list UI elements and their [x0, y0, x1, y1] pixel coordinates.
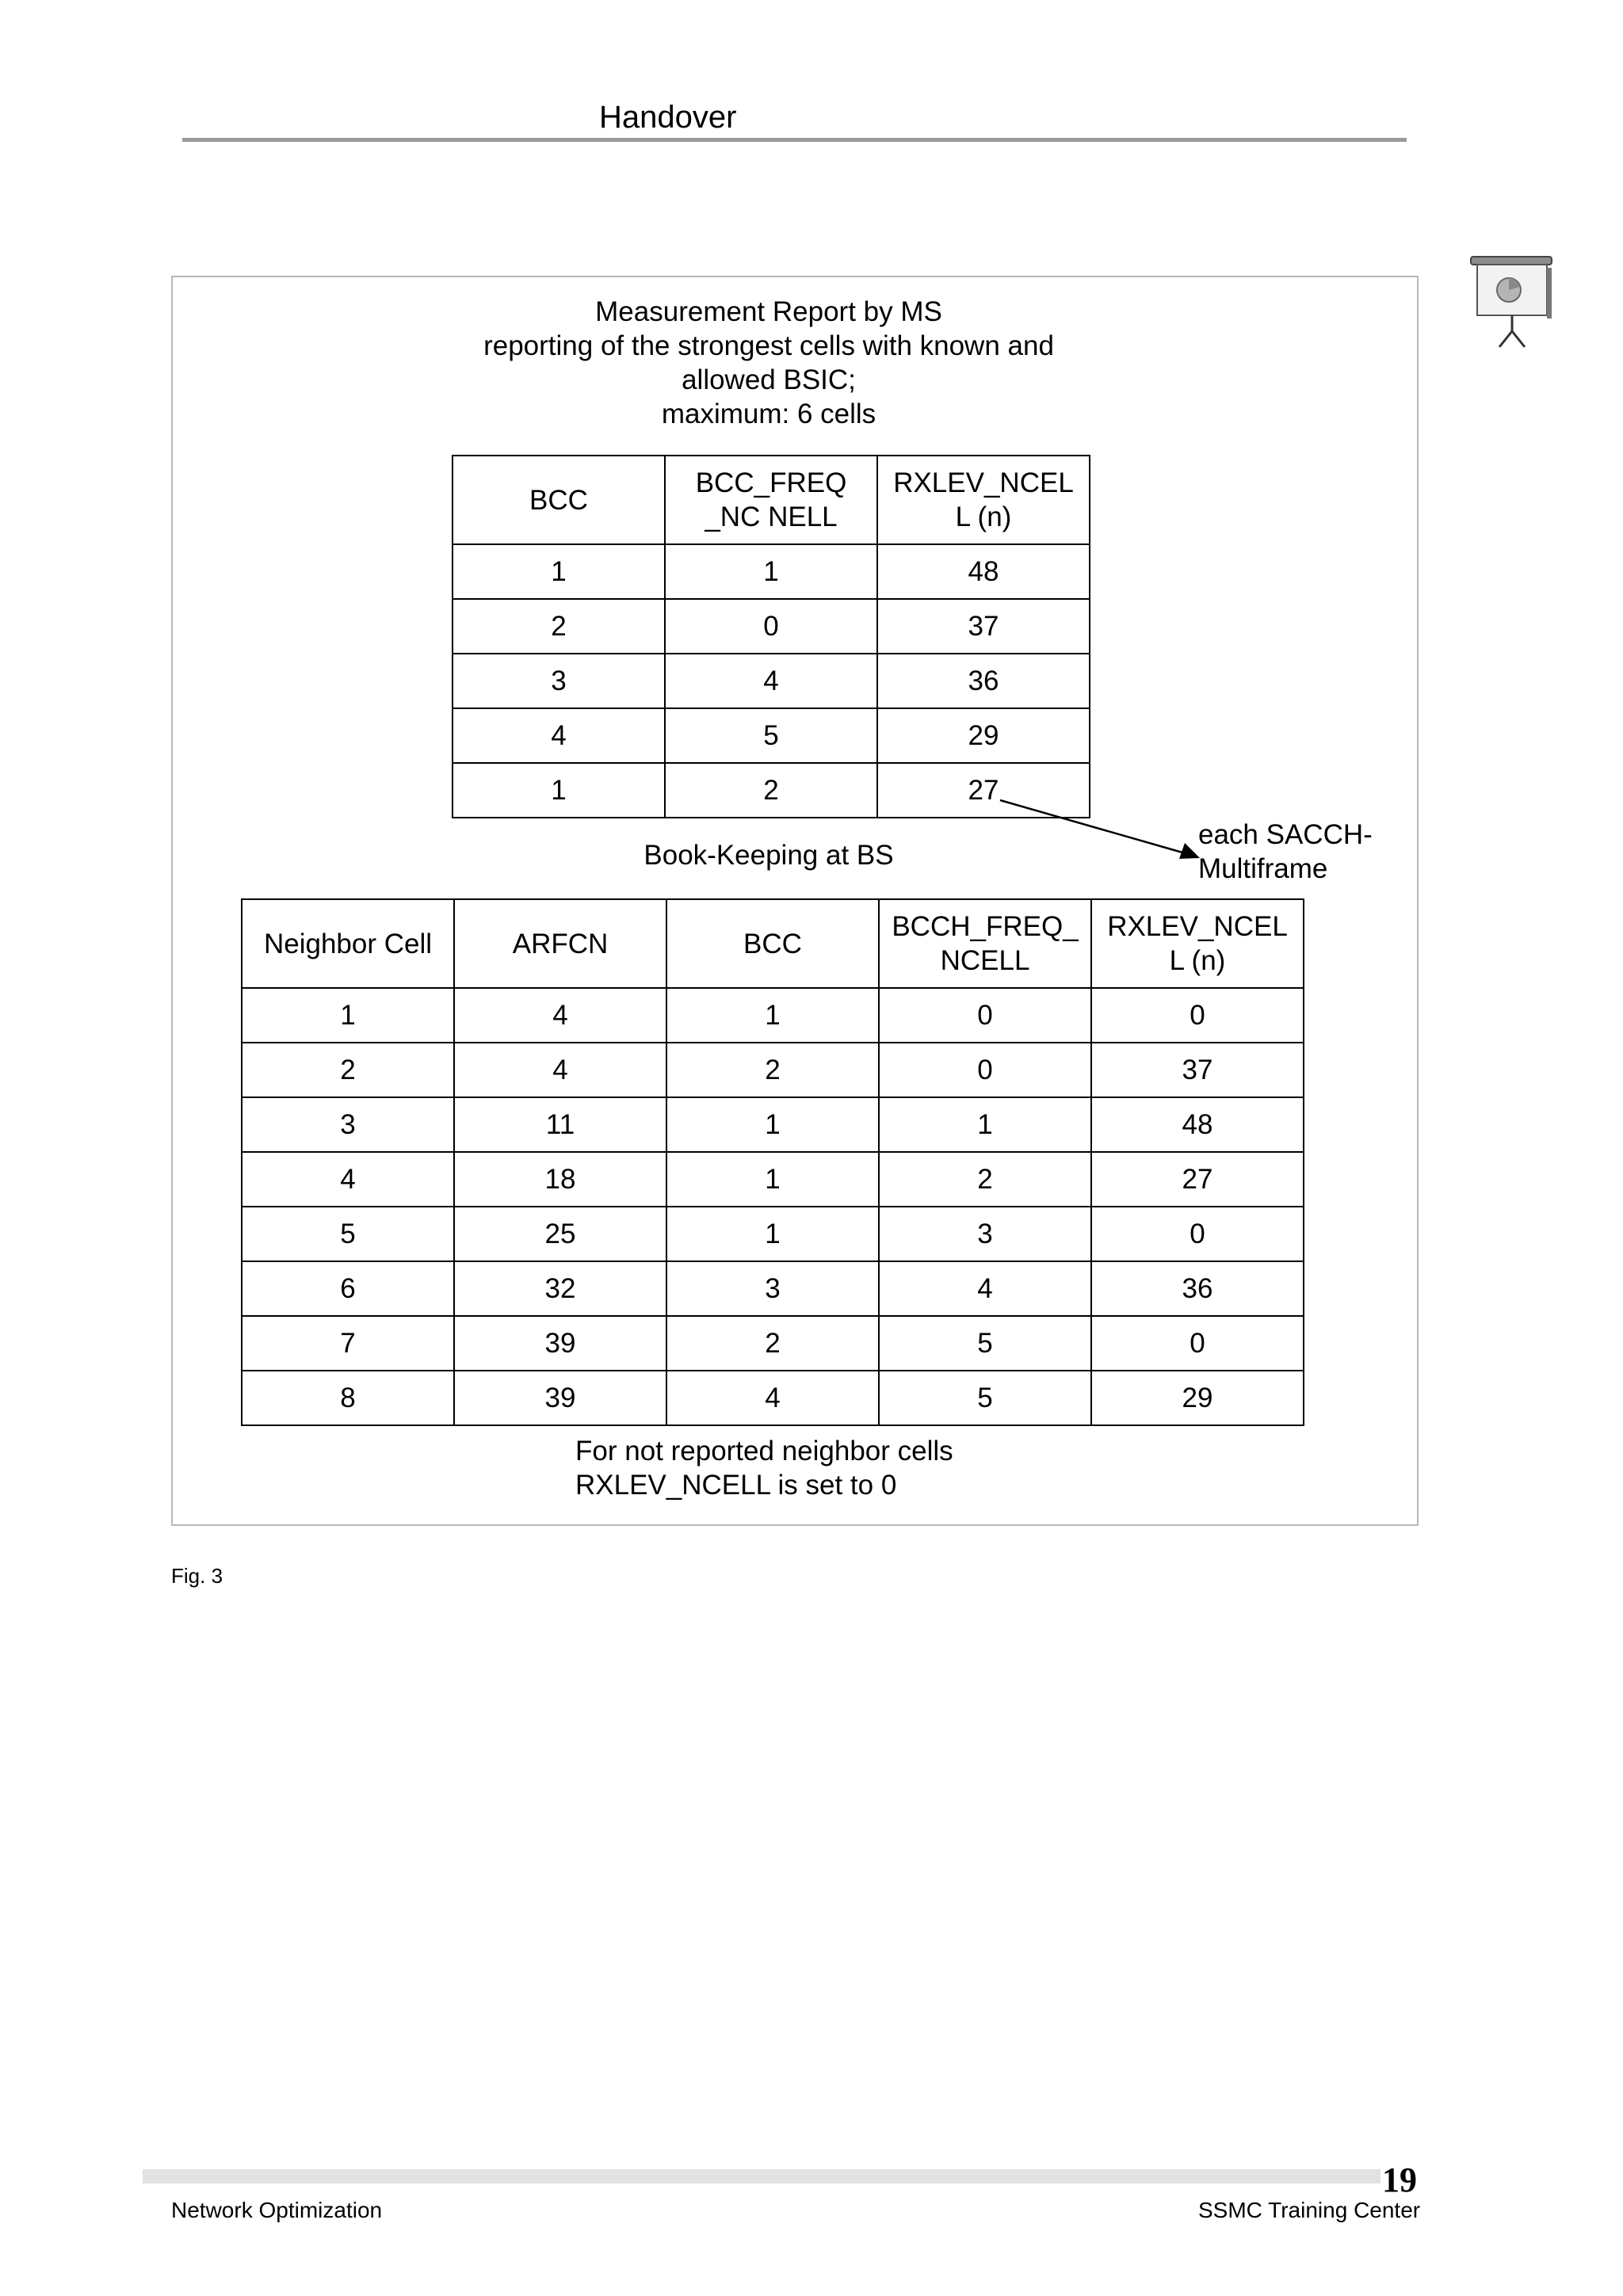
table-cell: 2 — [665, 763, 877, 818]
table-cell: 3 — [242, 1097, 454, 1152]
table-cell: 5 — [242, 1207, 454, 1261]
projector-screen-icon — [1468, 255, 1555, 349]
arrow-icon — [1000, 800, 1206, 864]
footer-bar — [143, 2169, 1381, 2183]
heading-line: reporting of the strongest cells with known and — [483, 330, 1054, 361]
column-header-line: Neighbor Cell — [263, 928, 433, 959]
page-number: 19 — [1382, 2161, 1417, 2199]
column-header-line: RXLEV_NCEL — [893, 467, 1074, 498]
column-header — [453, 456, 665, 544]
table-row — [453, 763, 1090, 818]
table-cell: 4 — [666, 1371, 879, 1425]
footer-right-text: SSMC Training Center — [1198, 2198, 1421, 2222]
column-header — [666, 899, 879, 988]
table-cell: 29 — [877, 708, 1090, 763]
note-line: RXLEV_NCELL is set to 0 — [575, 1470, 897, 1501]
table-cell: 1 — [453, 544, 665, 599]
column-header — [454, 899, 666, 988]
table-cell: 27 — [877, 763, 1090, 818]
table-cell: 27 — [1091, 1152, 1304, 1207]
note-line: For not reported neighbor cells — [575, 1436, 953, 1466]
column-header-line: NCELL — [940, 945, 1030, 976]
measurement-report-heading — [444, 295, 1094, 431]
table-cell: 4 — [454, 1043, 666, 1097]
table-cell: 0 — [1091, 1207, 1304, 1261]
heading-line: allowed BSIC; — [682, 364, 856, 395]
table-cell: 1 — [666, 1207, 879, 1261]
table-cell: 32 — [454, 1261, 666, 1316]
column-header-line: _NC NELL — [705, 502, 838, 532]
table-cell: 36 — [877, 654, 1090, 708]
table-cell: 8 — [242, 1371, 454, 1425]
table-cell: 18 — [454, 1152, 666, 1207]
column-header-line: BCCH_FREQ_ — [892, 911, 1079, 942]
column-header-line: L (n) — [1169, 945, 1226, 976]
table-row — [242, 1316, 1304, 1371]
table-cell: 29 — [1091, 1371, 1304, 1425]
table-cell: 1 — [453, 763, 665, 818]
table-cell: 1 — [666, 988, 879, 1043]
table-cell: 39 — [454, 1371, 666, 1425]
heading-line: Measurement Report by MS — [595, 296, 942, 327]
table-cell: 1 — [665, 544, 877, 599]
table-cell: 4 — [242, 1152, 454, 1207]
table-cell: 5 — [665, 708, 877, 763]
measurement-report-table — [452, 455, 1090, 818]
table-cell: 1 — [666, 1097, 879, 1152]
table-cell: 39 — [454, 1316, 666, 1371]
column-header-line: L (n) — [955, 502, 1012, 532]
header-rule — [182, 138, 1407, 142]
table-cell: 1 — [666, 1152, 879, 1207]
table-cell: 3 — [453, 654, 665, 708]
table-header-row — [453, 456, 1090, 544]
table-cell: 48 — [1091, 1097, 1304, 1152]
column-header-line: BCC — [743, 928, 802, 959]
table-cell: 2 — [666, 1316, 879, 1371]
table-cell: 4 — [879, 1261, 1091, 1316]
table-cell: 1 — [879, 1097, 1091, 1152]
table-row — [242, 1152, 1304, 1207]
table-cell: 3 — [879, 1207, 1091, 1261]
column-header-line: BCC — [529, 484, 588, 516]
table-cell: 4 — [665, 654, 877, 708]
table-cell: 7 — [242, 1316, 454, 1371]
table-row — [242, 988, 1304, 1043]
page-header-title: Handover — [599, 100, 737, 135]
column-header-line: ARFCN — [512, 928, 609, 959]
table-cell: 2 — [879, 1152, 1091, 1207]
table-row — [242, 1043, 1304, 1097]
table-row — [453, 544, 1090, 599]
heading-line: maximum: 6 cells — [661, 399, 876, 429]
table-cell: 0 — [1091, 988, 1304, 1043]
column-header — [665, 456, 877, 544]
table-cell: 4 — [454, 988, 666, 1043]
table-cell: 48 — [877, 544, 1090, 599]
table-row — [242, 1097, 1304, 1152]
table-cell: 4 — [453, 708, 665, 763]
table-row — [242, 1261, 1304, 1316]
column-header — [1091, 899, 1304, 988]
table-cell: 2 — [666, 1043, 879, 1097]
table-cell: 0 — [879, 988, 1091, 1043]
table-cell: 37 — [1091, 1043, 1304, 1097]
table-cell: 2 — [242, 1043, 454, 1097]
table-row — [453, 654, 1090, 708]
figure-caption: Fig. 3 — [171, 1564, 223, 1588]
book-keeping-heading: Book-Keeping at BS — [643, 840, 894, 871]
table-cell: 5 — [879, 1371, 1091, 1425]
annotation-line: each SACCH- — [1198, 819, 1373, 850]
table-row — [453, 708, 1090, 763]
table-cell: 6 — [242, 1261, 454, 1316]
table-row — [453, 599, 1090, 654]
column-header — [242, 899, 454, 988]
table-cell: 25 — [454, 1207, 666, 1261]
book-keeping-table — [241, 898, 1304, 1426]
table-row — [242, 1371, 1304, 1425]
table-cell: 2 — [453, 599, 665, 654]
table-cell: 0 — [1091, 1316, 1304, 1371]
note-text — [575, 1434, 953, 1502]
table-cell: 36 — [1091, 1261, 1304, 1316]
table-cell: 1 — [242, 988, 454, 1043]
table-cell: 11 — [454, 1097, 666, 1152]
sacch-annotation — [1198, 818, 1373, 886]
column-header — [877, 456, 1090, 544]
table-cell: 5 — [879, 1316, 1091, 1371]
table-cell: 0 — [879, 1043, 1091, 1097]
table-cell: 3 — [666, 1261, 879, 1316]
table-cell: 37 — [877, 599, 1090, 654]
column-header — [879, 899, 1091, 988]
annotation-line: Multiframe — [1198, 853, 1328, 884]
table-cell: 0 — [665, 599, 877, 654]
table-row — [242, 1207, 1304, 1261]
column-header-line: BCC_FREQ — [695, 467, 847, 498]
column-header-line: RXLEV_NCEL — [1107, 911, 1288, 942]
table-header-row — [242, 899, 1304, 988]
footer-left-text: Network Optimization — [171, 2198, 383, 2222]
